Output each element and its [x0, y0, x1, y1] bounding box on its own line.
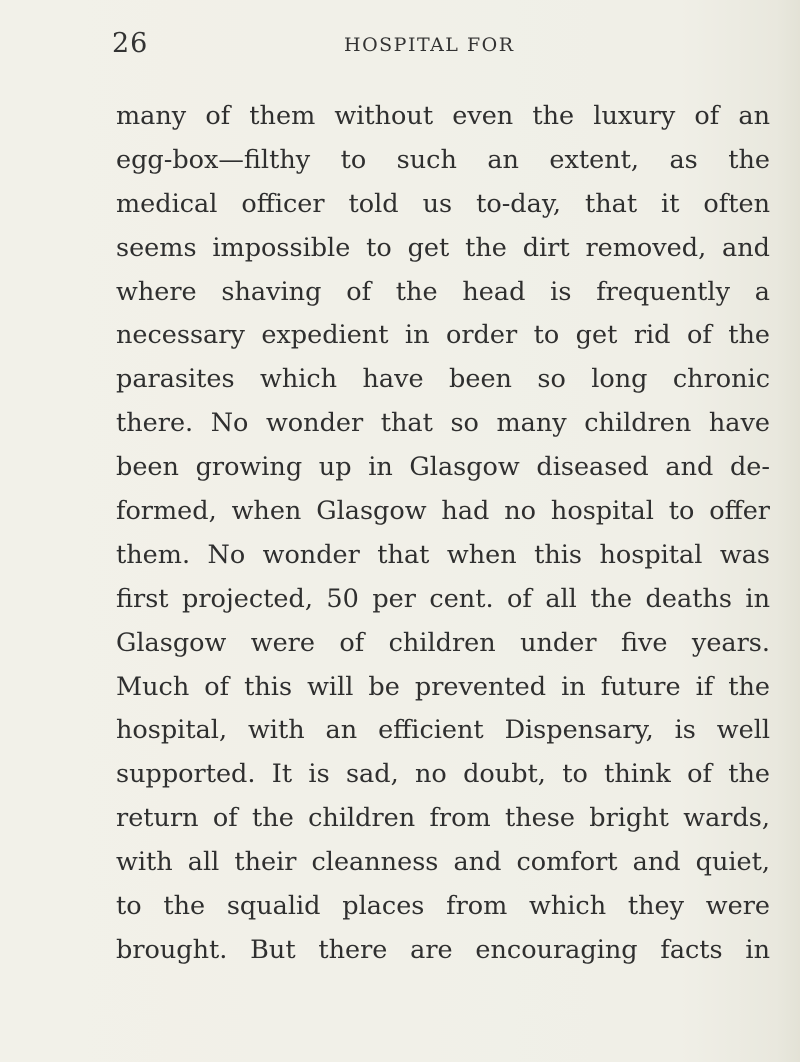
text-line: supported. It is sad, no doubt, to think of the	[116, 759, 770, 790]
text-line: where shaving of the head is frequently a	[116, 276, 770, 307]
text-line: medical officer told us to-day, that it often	[116, 188, 770, 219]
text-line: return of the children from these bright wards,	[116, 803, 770, 834]
text-line: brought. But there are encouraging facts in	[116, 934, 770, 965]
text-line: Much of this will be prevented in future if the	[116, 671, 770, 702]
text-line: to the squalid places from which they were	[116, 891, 770, 922]
text-line: first projected, 50 per cent. of all the deaths in	[116, 583, 770, 614]
text-line: with all their cleanness and comfort and quiet,	[116, 847, 770, 878]
running-head	[112, 28, 800, 68]
text-line: Glasgow were of children under five years.	[116, 627, 770, 658]
running-title: HOSPITAL FOR	[344, 34, 515, 56]
text-line: parasites which have been so long chronic	[116, 364, 770, 395]
text-line: necessary expedient in order to get rid of the	[116, 320, 770, 351]
text-line: formed, when Glasgow had no hospital to offer	[116, 496, 770, 527]
text-line: been growing up in Glasgow diseased and de-	[116, 452, 770, 483]
text-line: hospital, with an efficient Dispensary, is well	[116, 715, 770, 746]
text-line: seems impossible to get the dirt removed, and	[116, 232, 770, 263]
text-line: many of them without even the luxury of an	[116, 101, 770, 131]
page-number: 26	[112, 28, 149, 59]
text-line: them. No wonder that when this hospital was	[116, 539, 770, 570]
text-line: egg-box—filthy to such an extent, as the	[116, 144, 770, 175]
text-line: there. No wonder that so many children have	[116, 408, 770, 439]
body-text	[116, 95, 770, 973]
